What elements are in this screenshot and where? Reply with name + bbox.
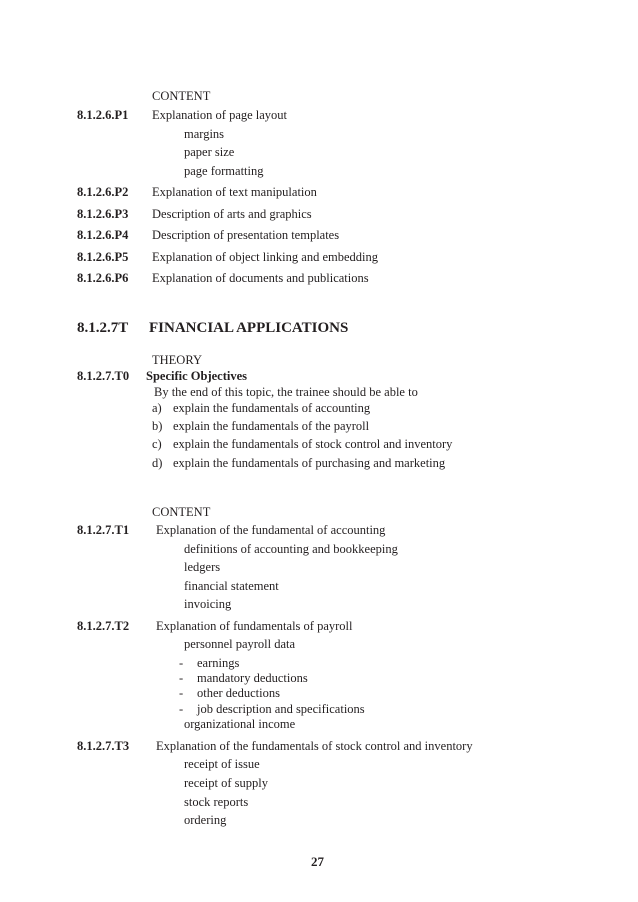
objective-text: explain the fundamentals of purchasing and marketing (173, 456, 446, 470)
item-text: Explanation of the fundamentals of stock control and inventory (156, 739, 473, 753)
content-label: CONTENT (152, 505, 211, 519)
sub-item: stock reports (184, 795, 249, 809)
content-label: CONTENT (152, 89, 211, 103)
objective-letter: b) (152, 419, 163, 433)
dash-item: other deductions (197, 686, 280, 700)
code-8-1-2-7-t3: 8.1.2.7.T3 (77, 739, 130, 753)
objective-letter: d) (152, 456, 163, 470)
objective-text: explain the fundamentals of accounting (173, 401, 371, 415)
item-text: Explanation of page layout (152, 108, 288, 122)
dash-bullet: - (179, 686, 184, 700)
code-8-1-2-6-p6: 8.1.2.6.P6 (77, 271, 129, 285)
dash-item: job description and specifications (197, 702, 365, 716)
section-code: 8.1.2.7T (77, 320, 129, 336)
code-8-1-2-7-t2: 8.1.2.7.T2 (77, 619, 130, 633)
sub-item: paper size (184, 145, 235, 159)
objectives-intro: By the end of this topic, the trainee should be able to (154, 385, 418, 399)
item-text: Explanation of object linking and embedding (152, 250, 378, 264)
sub-item: page formatting (184, 164, 264, 178)
dash-item: earnings (197, 656, 240, 670)
objectives-title: Specific Objectives (146, 369, 248, 383)
code-8-1-2-6-p4: 8.1.2.6.P4 (77, 228, 129, 242)
sub-item: receipt of issue (184, 757, 260, 771)
item-text: Explanation of documents and publications (152, 271, 369, 285)
sub-item: ordering (184, 813, 227, 827)
sub-item: margins (184, 127, 225, 141)
objective-text: explain the fundamentals of the payroll (173, 419, 370, 433)
code-8-1-2-6-p2: 8.1.2.6.P2 (77, 185, 129, 199)
code-8-1-2-6-p5: 8.1.2.6.P5 (77, 250, 129, 264)
sub-item: organizational income (184, 717, 296, 731)
item-text: Description of arts and graphics (152, 207, 312, 221)
sub-item: financial statement (184, 579, 279, 593)
dash-item: mandatory deductions (197, 671, 308, 685)
page-number: 27 (311, 854, 324, 869)
dash-bullet: - (179, 702, 184, 716)
sub-item: ledgers (184, 560, 221, 574)
sub-item: receipt of supply (184, 776, 269, 790)
theory-label: THEORY (152, 353, 202, 367)
sub-item: invoicing (184, 597, 232, 611)
dash-bullet: - (179, 671, 184, 685)
objective-letter: c) (152, 437, 162, 451)
item-text: Description of presentation templates (152, 228, 340, 242)
sub-item: definitions of accounting and bookkeeping (184, 542, 398, 556)
sub-item: personnel payroll data (184, 637, 296, 651)
code-8-1-2-7-t1: 8.1.2.7.T1 (77, 523, 130, 537)
item-text: Explanation of the fundamental of accounting (156, 523, 386, 537)
dash-bullet: - (179, 656, 184, 670)
item-text: Explanation of fundamentals of payroll (156, 619, 353, 633)
code-8-1-2-6-p1: 8.1.2.6.P1 (77, 108, 129, 122)
item-text: Explanation of text manipulation (152, 185, 317, 199)
objective-letter: a) (152, 401, 162, 415)
code-8-1-2-7-t0: 8.1.2.7.T0 (77, 369, 130, 383)
section-title: FINANCIAL APPLICATIONS (149, 320, 349, 336)
code-8-1-2-6-p3: 8.1.2.6.P3 (77, 207, 129, 221)
objective-text: explain the fundamentals of stock control and inventory (173, 437, 453, 451)
